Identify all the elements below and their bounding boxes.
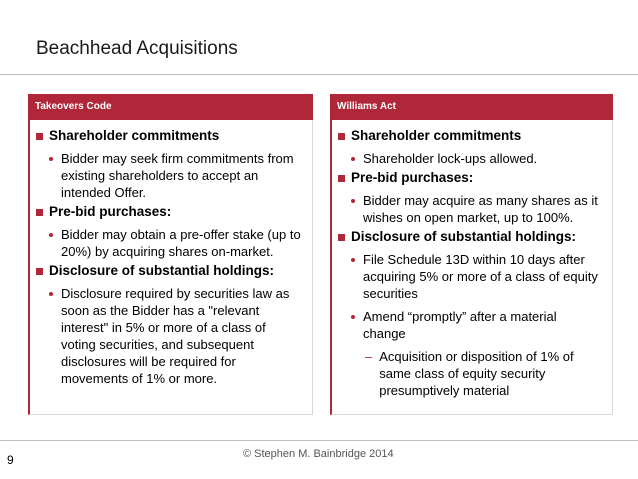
dot-bullet-icon (351, 258, 355, 262)
dot-bullet-icon (49, 292, 53, 296)
section-heading: Shareholder commitments (49, 128, 220, 143)
list-item (49, 150, 302, 201)
title-divider (0, 74, 638, 75)
dash-bullet-icon: – (365, 349, 373, 364)
section-heading: Pre-bid purchases: (49, 204, 172, 219)
list-item-text: Shareholder lock-ups allowed. (363, 151, 538, 166)
list-item-text: Bidder may seek firm commitments from existing shareholders to accept an intended Offer. (61, 151, 294, 200)
list-item-text: File Schedule 13D within 10 days after acquiring 5% or more of a class of equity securities (363, 252, 598, 301)
section-heading: Disclosure of substantial holdings: (351, 229, 577, 244)
footer-divider (0, 440, 638, 441)
square-bullet-icon (36, 133, 43, 140)
copyright-notice: © Stephen M. Bainbridge 2014 (243, 448, 394, 460)
right-section-disclosure (337, 229, 602, 399)
list-item-text: Amend “promptly” after a material change (363, 309, 557, 341)
dot-bullet-icon (49, 157, 53, 161)
list-item (49, 285, 302, 387)
page-number: 9 (7, 453, 14, 467)
list-item (49, 226, 302, 260)
square-bullet-icon (338, 234, 345, 241)
williams-act-header: Williams Act (330, 94, 613, 120)
dot-bullet-icon (351, 199, 355, 203)
takeovers-code-panel (28, 120, 313, 415)
square-bullet-icon (338, 133, 345, 140)
section-heading: Pre-bid purchases: (351, 170, 474, 185)
list-item (351, 150, 602, 167)
list-item-text: Bidder may acquire as many shares as it wishes on open market, up to 100%. (363, 193, 598, 225)
list-item (351, 308, 602, 342)
square-bullet-icon (338, 175, 345, 182)
square-bullet-icon (36, 209, 43, 216)
williams-act-panel (330, 120, 613, 415)
right-section-shareholder-commitments (337, 128, 602, 167)
right-section-pre-bid-purchases (337, 170, 602, 226)
sub-list-item (365, 348, 602, 399)
list-item-text: Disclosure required by securities law as soon as the Bidder has a "relevant interest" in 5% or more of a class of voting securities, and subsequent disclosures will be required for movements of 1% or more. (61, 286, 290, 386)
dot-bullet-icon (49, 233, 53, 237)
dot-bullet-icon (351, 315, 355, 319)
list-item (351, 192, 602, 226)
left-section-shareholder-commitments (35, 128, 302, 201)
left-section-pre-bid-purchases (35, 204, 302, 260)
section-heading: Shareholder commitments (351, 128, 522, 143)
sub-list-item-text: Acquisition or disposition of 1% of same class of equity security presumptively material (379, 349, 574, 398)
takeovers-code-header: Takeovers Code (28, 94, 313, 120)
dot-bullet-icon (351, 157, 355, 161)
list-item (351, 251, 602, 302)
square-bullet-icon (36, 268, 43, 275)
slide-title: Beachhead Acquisitions (36, 38, 238, 59)
left-section-disclosure (35, 263, 302, 387)
list-item-text: Bidder may obtain a pre-offer stake (up to 20%) by acquiring shares on-market. (61, 227, 301, 259)
section-heading: Disclosure of substantial holdings: (49, 263, 275, 278)
